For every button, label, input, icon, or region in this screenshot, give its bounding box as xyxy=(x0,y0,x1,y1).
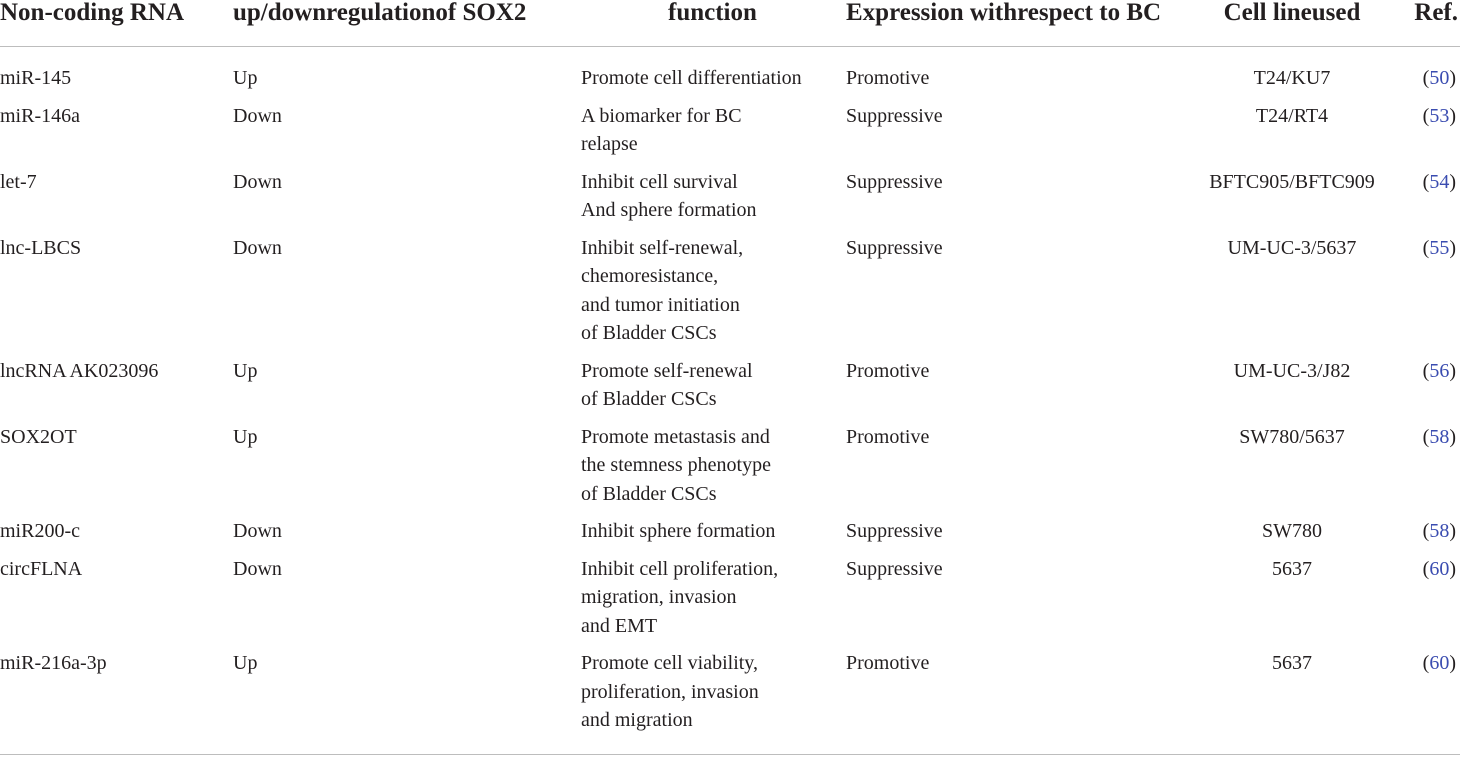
table-row xyxy=(0,423,1460,518)
cell-non-coding-rna: lnc-LBCS xyxy=(0,236,82,259)
cell-non-coding-rna: miR200-c xyxy=(0,520,80,542)
header-row xyxy=(0,0,1460,47)
cell-ref: (58) xyxy=(1422,520,1456,542)
cell-non-coding-rna: lncRNA AK023096 xyxy=(0,359,159,382)
cell-function xyxy=(577,517,842,555)
cell-cell-line: UM-UC-3/J82 xyxy=(1233,359,1351,382)
cell-regulation: Down xyxy=(233,236,282,259)
cell-expression: Suppressive xyxy=(846,170,943,193)
cell-function xyxy=(577,423,842,518)
cell-non-coding-rna: miR-146a xyxy=(0,104,80,127)
function-line: Promote cell differentiation xyxy=(581,67,802,89)
reference-link[interactable]: 56 xyxy=(1429,359,1450,382)
cell-ref: (56) xyxy=(1422,359,1456,382)
cell-regulation: Up xyxy=(233,359,258,382)
header-ref: Ref. xyxy=(1400,0,1460,47)
function-line: Promote cell viability, xyxy=(581,652,759,674)
table-row xyxy=(0,47,1460,102)
cell-ref: (58) xyxy=(1422,425,1456,448)
function-line: Inhibit self-renewal, xyxy=(581,236,744,259)
cell-non-coding-rna: SOX2OT xyxy=(0,425,77,448)
reference-link[interactable]: 60 xyxy=(1429,652,1450,674)
header-non-coding-rna: Non-coding RNA xyxy=(0,0,219,47)
cell-non-coding-rna: miR-216a-3p xyxy=(0,649,219,754)
cell-cell-line: SW780/5637 xyxy=(1239,425,1345,448)
table-row xyxy=(0,234,1460,357)
cell-cell-line: T24/RT4 xyxy=(1255,104,1329,127)
header-function: function xyxy=(577,0,842,47)
function-line: and EMT xyxy=(581,614,658,637)
cell-expression: Promotive xyxy=(846,359,930,382)
header-cell-line: Cell lineused xyxy=(1184,0,1400,47)
cell-non-coding-rna: miR-145 xyxy=(0,67,72,89)
reference-link[interactable]: 60 xyxy=(1429,557,1450,580)
cell-function xyxy=(577,357,842,423)
cell-function xyxy=(577,47,842,102)
function-line: and tumor initiation xyxy=(581,293,740,316)
cell-cell-line: 5637 xyxy=(1272,557,1312,580)
cell-expression: Promotive xyxy=(842,649,1184,754)
function-line: Inhibit sphere formation xyxy=(581,520,776,542)
cell-cell-line: T24/KU7 xyxy=(1253,67,1331,89)
cell-regulation: Down xyxy=(233,520,282,542)
cell-expression: Suppressive xyxy=(846,236,943,259)
cell-function xyxy=(577,234,842,357)
cell-cell-line: BFTC905/BFTC909 xyxy=(1209,170,1375,193)
cell-ref: (54) xyxy=(1422,170,1456,193)
function-line: of Bladder CSCs xyxy=(581,322,717,344)
function-line: relapse xyxy=(581,133,638,155)
cell-expression: Promotive xyxy=(846,425,930,448)
function-line: chemoresistance, xyxy=(581,265,719,287)
cell-function xyxy=(577,649,842,754)
cell-expression: Promotive xyxy=(846,67,930,89)
table-row xyxy=(0,555,1460,650)
cell-cell-line: UM-UC-3/5637 xyxy=(1227,236,1357,259)
function-line: proliferation, invasion xyxy=(581,680,759,703)
cell-function xyxy=(577,102,842,168)
reference-link[interactable]: 53 xyxy=(1429,104,1450,127)
header-regulation: up/downregulationof SOX2 xyxy=(219,0,577,47)
cell-expression: Suppressive xyxy=(846,557,943,580)
table-body xyxy=(0,47,1460,755)
cell-expression: Suppressive xyxy=(846,104,943,127)
cell-non-coding-rna: let-7 xyxy=(0,170,37,193)
cell-ref: (55) xyxy=(1422,236,1456,259)
function-line: Inhibit cell proliferation, xyxy=(581,557,779,580)
function-line: of Bladder CSCs xyxy=(581,388,717,410)
function-line: migration, invasion xyxy=(581,586,737,608)
cell-ref: (60) xyxy=(1422,557,1456,580)
table-row xyxy=(0,357,1460,423)
header-expression: Expression withrespect to BC xyxy=(842,0,1184,47)
cell-expression: Suppressive xyxy=(846,520,943,542)
reference-link[interactable]: 50 xyxy=(1429,67,1450,89)
reference-link[interactable]: 55 xyxy=(1429,236,1450,259)
cell-regulation: Down xyxy=(233,170,282,193)
cell-regulation: Up xyxy=(233,425,258,448)
table-row xyxy=(0,168,1460,234)
reference-link[interactable]: 58 xyxy=(1429,520,1450,542)
function-line: and migration xyxy=(581,709,693,731)
cell-cell-line: SW780 xyxy=(1262,520,1322,542)
table-row xyxy=(0,102,1460,168)
table-header xyxy=(0,0,1460,47)
cell-function xyxy=(577,168,842,234)
cell-ref: (60) xyxy=(1400,649,1460,754)
function-line: Promote self-renewal xyxy=(581,359,753,382)
table-row xyxy=(0,517,1460,555)
function-line: the stemness phenotype xyxy=(581,454,771,476)
function-line: Inhibit cell survival xyxy=(581,170,738,193)
table-row xyxy=(0,649,1460,754)
cell-ref: (53) xyxy=(1422,104,1456,127)
cell-regulation: Down xyxy=(233,557,282,580)
function-line: of Bladder CSCs xyxy=(581,482,717,505)
cell-cell-line: 5637 xyxy=(1184,649,1400,754)
cell-ref: (50) xyxy=(1422,67,1456,89)
function-line: Promote metastasis and xyxy=(581,425,770,448)
cell-regulation: Up xyxy=(219,649,577,754)
reference-link[interactable]: 54 xyxy=(1429,170,1450,193)
cell-function xyxy=(577,555,842,650)
function-line: A biomarker for BC xyxy=(581,104,742,127)
function-line: And sphere formation xyxy=(581,199,757,221)
cell-regulation: Up xyxy=(233,67,258,89)
reference-link[interactable]: 58 xyxy=(1429,425,1450,448)
cell-non-coding-rna: circFLNA xyxy=(0,557,83,580)
cell-regulation: Down xyxy=(233,104,282,127)
